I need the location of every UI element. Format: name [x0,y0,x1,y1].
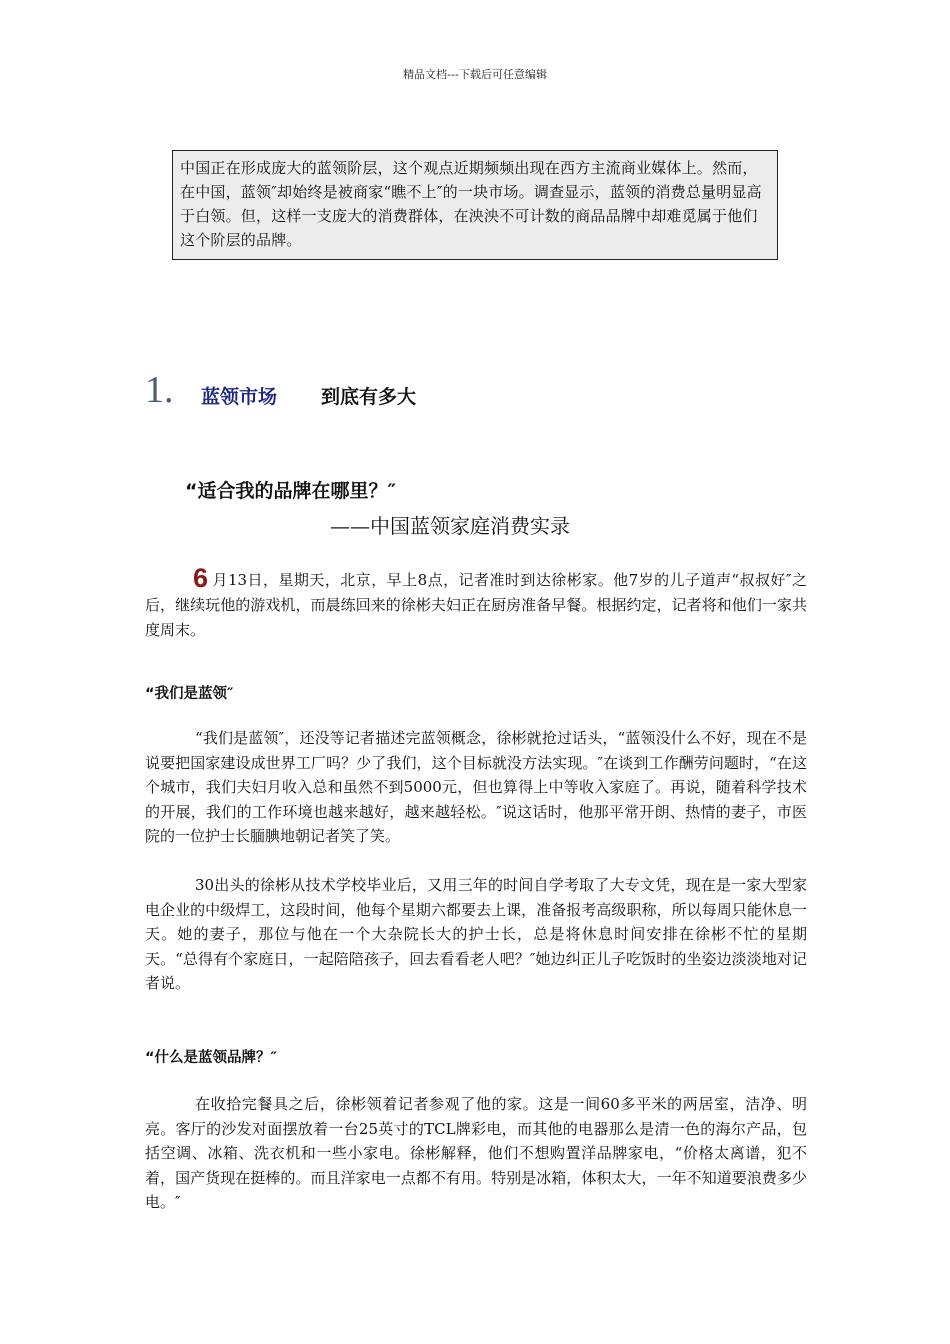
heading-we-are-blue-collar: “我们是蓝领″ [145,686,234,702]
section-title-part-b: 到底有多大 [321,386,417,408]
intro-text: 月13日，星期天，北京，早上8点，记者准时到达徐彬家。他7岁的儿子道声“叔叔好″之后，继续玩他的游戏机，而晨练回来的徐彬夫妇正在厨房准备早餐。根据约定，记者将和他们一家共度周末。 [145,571,807,639]
section-number: 1. [145,369,174,411]
header-note: 精品文档---下载后可任意编辑 [403,68,547,81]
article-title: “适合我的品牌在哪里？″ [185,480,396,502]
paragraph-2: 30出头的徐彬从技术学校毕业后，又用三年的时间自学考取了大专文凭，现在是一家大型家电企业的中级焊工，这段时间，他每个星期六都要去上课，准备报考高级职称，所以每周只能休息一天。她的妻子，那位与他在一个大杂院长大的护士长，总是将休息时间安排在徐彬不忙的星期天。“总得有个家庭日，一起陪陪孩子，回去看看老人吧？″她边纠正儿子吃饭时的坐姿边淡淡地对记者说。 [145,876,807,992]
abstract-box [172,150,778,260]
intro-paragraph [145,563,807,643]
section-title-part-a: 蓝领市场 [201,386,278,408]
heading-what-is-blue-collar-brand: “什么是蓝领品牌？″ [145,1050,278,1066]
article-subtitle: ——中国蓝领家庭消费实录 [330,514,570,538]
paragraph-3: 在收拾完餐具之后，徐彬领着记者参观了他的家。这是一间60多平米的两居室，洁净、明亮。客厅的沙发对面摆放着一台25英寸的TCL牌彩电，而其他的电器那么是清一色的海尔产品，包括空调、冰箱、洗衣机和一些小家电。徐彬解释，他们不想购置洋品牌家电，“价格太离谱，犯不着，国产货现在挺棒的。而且洋家电一点都不有用。特别是冰箱，体积太大，一年不知道要浪费多少电。″ [145,1095,807,1211]
drop-cap: 6 [193,563,209,593]
paragraph-1: “我们是蓝领″，还没等记者描述完蓝领概念，徐彬就抢过话头，“蓝领没什么不好，现在不是说要把国家建设成世界工厂吗？少了我们，这个目标就没方法实现。″在谈到工作酬劳问题时，“在这个城市，我们夫妇月收入总和虽然不到5000元，但也算得上中等收入家庭了。再说，随着科学技术的开展，我们的工作环境也越来越好，越来越轻松。″说这话时，他那平常开朗、热情的妻子，市医院的一位护士长腼腆地朝记者笑了笑。 [145,729,807,845]
abstract-text: 中国正在形成庞大的蓝领阶层，这个观点近期频频出现在西方主流商业媒体上。然而，在中国，蓝领″却始终是被商家“瞧不上″的一块市场。调查显示，蓝领的消费总量明显高于白领。但，这样一支庞大的消费群体，在泱泱不可计数的商品品牌中却难觅属于他们这个阶层的品牌。 [180,159,762,249]
